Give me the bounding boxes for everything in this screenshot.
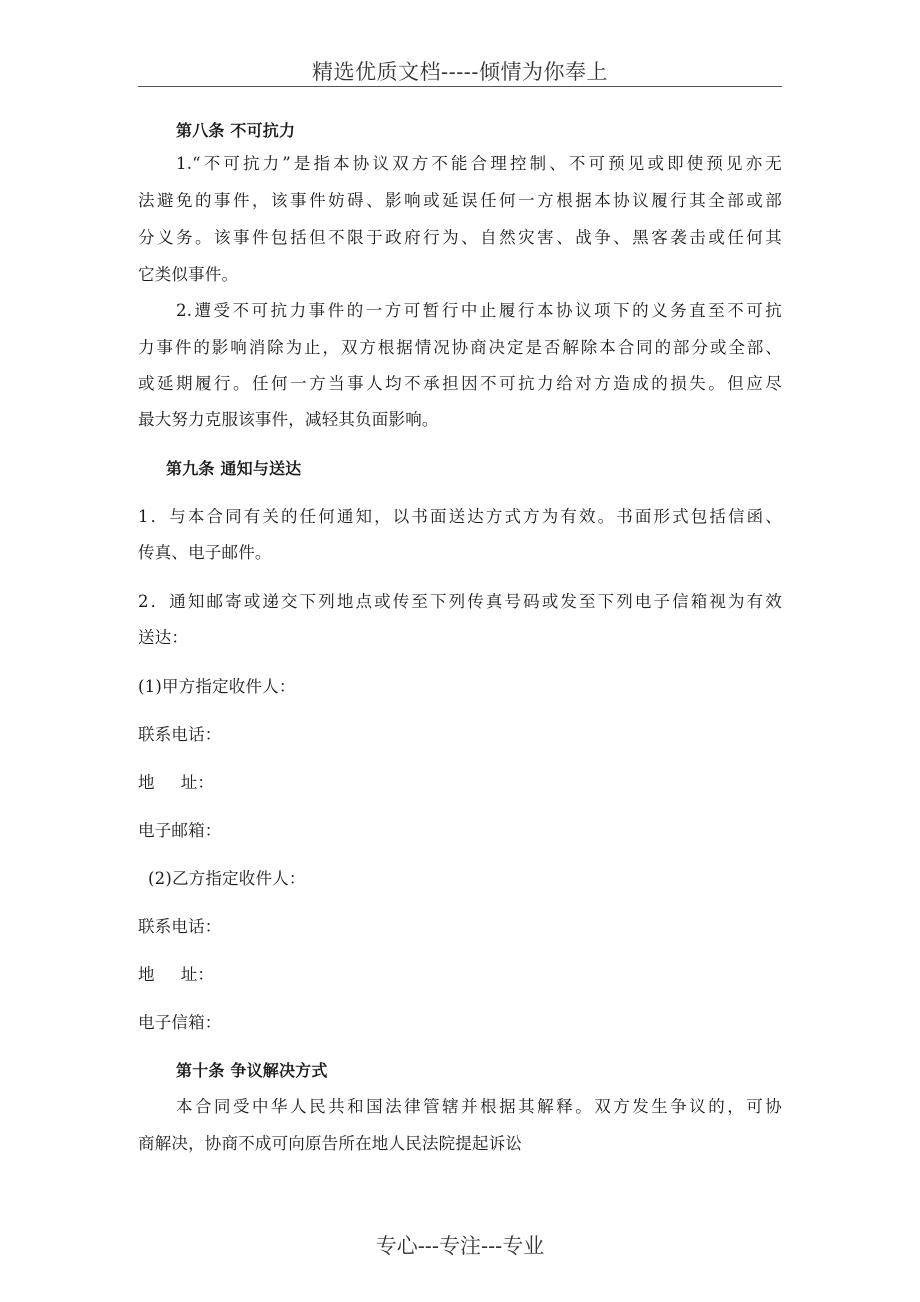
article-9-p1-line-1: 1．与本合同有关的任何通知，以书面送达方式方为有效。书面形式包括信函、	[138, 507, 782, 526]
party-a-address-label	[138, 772, 782, 794]
article-10-title: 第十条 争议解决方式	[176, 1061, 328, 1080]
party-b-email-label: 电子信箱：	[138, 1013, 222, 1032]
article-8-p1-line-4: 它类似事件。	[138, 265, 239, 284]
article-10-p1-line-1: 本合同受中华人民共和国法律管辖并根据其解释。双方发生争议的，可协	[176, 1097, 782, 1116]
party-a-address-char-2: 址：	[180, 773, 215, 792]
party-a-address-char-1: 地	[138, 773, 155, 792]
party-b-recipient-label: (2)乙方指定收件人：	[148, 869, 306, 888]
article-8-p2-line-1: 2.遭受不可抗力事件的一方可暂行中止履行本协议项下的义务直至不可抗	[176, 301, 782, 320]
article-8-p2-line-2: 力事件的影响消除为止，双方根据情况协商决定是否解除本合同的部分或全部、	[138, 338, 782, 357]
article-8-p1-line-1: 1.“不可抗力”是指本协议双方不能合理控制、不可预见或即使预见亦无	[176, 154, 782, 173]
article-9-p2-line-1: 2．通知邮寄或递交下列地点或传至下列传真号码或发至下列电子信箱视为有效	[138, 592, 782, 611]
party-b-phone-label: 联系电话：	[138, 917, 222, 936]
article-8-p2-line-3: 或延期履行。任何一方当事人均不承担因不可抗力给对方造成的损失。但应尽	[138, 374, 782, 393]
article-8-title: 第八条 不可抗力	[176, 121, 296, 140]
party-b-address-label	[138, 964, 782, 986]
article-8-p1-line-3: 分义务。该事件包括但不限于政府行为、自然灾害、战争、黑客袭击或任何其	[138, 228, 782, 247]
article-10-p1-line-2: 商解决，协商不成可向原告所在地人民法院提起诉讼	[138, 1134, 523, 1153]
party-a-recipient-label: (1)甲方指定收件人：	[138, 677, 296, 696]
article-9-p2-line-2: 送达：	[138, 628, 189, 647]
party-b-address-char-1: 地	[138, 965, 155, 984]
article-8-p1-line-2: 法避免的事件，该事件妨碍、影响或延误任何一方根据本协议履行其全部或部	[138, 191, 782, 210]
party-b-address-char-2: 址：	[180, 965, 215, 984]
article-9-p1-line-2: 传真、电子邮件。	[138, 543, 272, 562]
party-a-phone-label: 联系电话：	[138, 725, 222, 744]
page-footer: 专心---专注---专业	[375, 1234, 545, 1258]
header-rule	[138, 86, 782, 87]
party-a-email-label: 电子邮箱：	[138, 821, 222, 840]
article-8-p2-line-4: 最大努力克服该事件，减轻其负面影响。	[138, 410, 439, 429]
article-9-title: 第九条 通知与送达	[166, 459, 302, 478]
page-header: 精选优质文档-----倾情为你奉上	[312, 60, 608, 84]
